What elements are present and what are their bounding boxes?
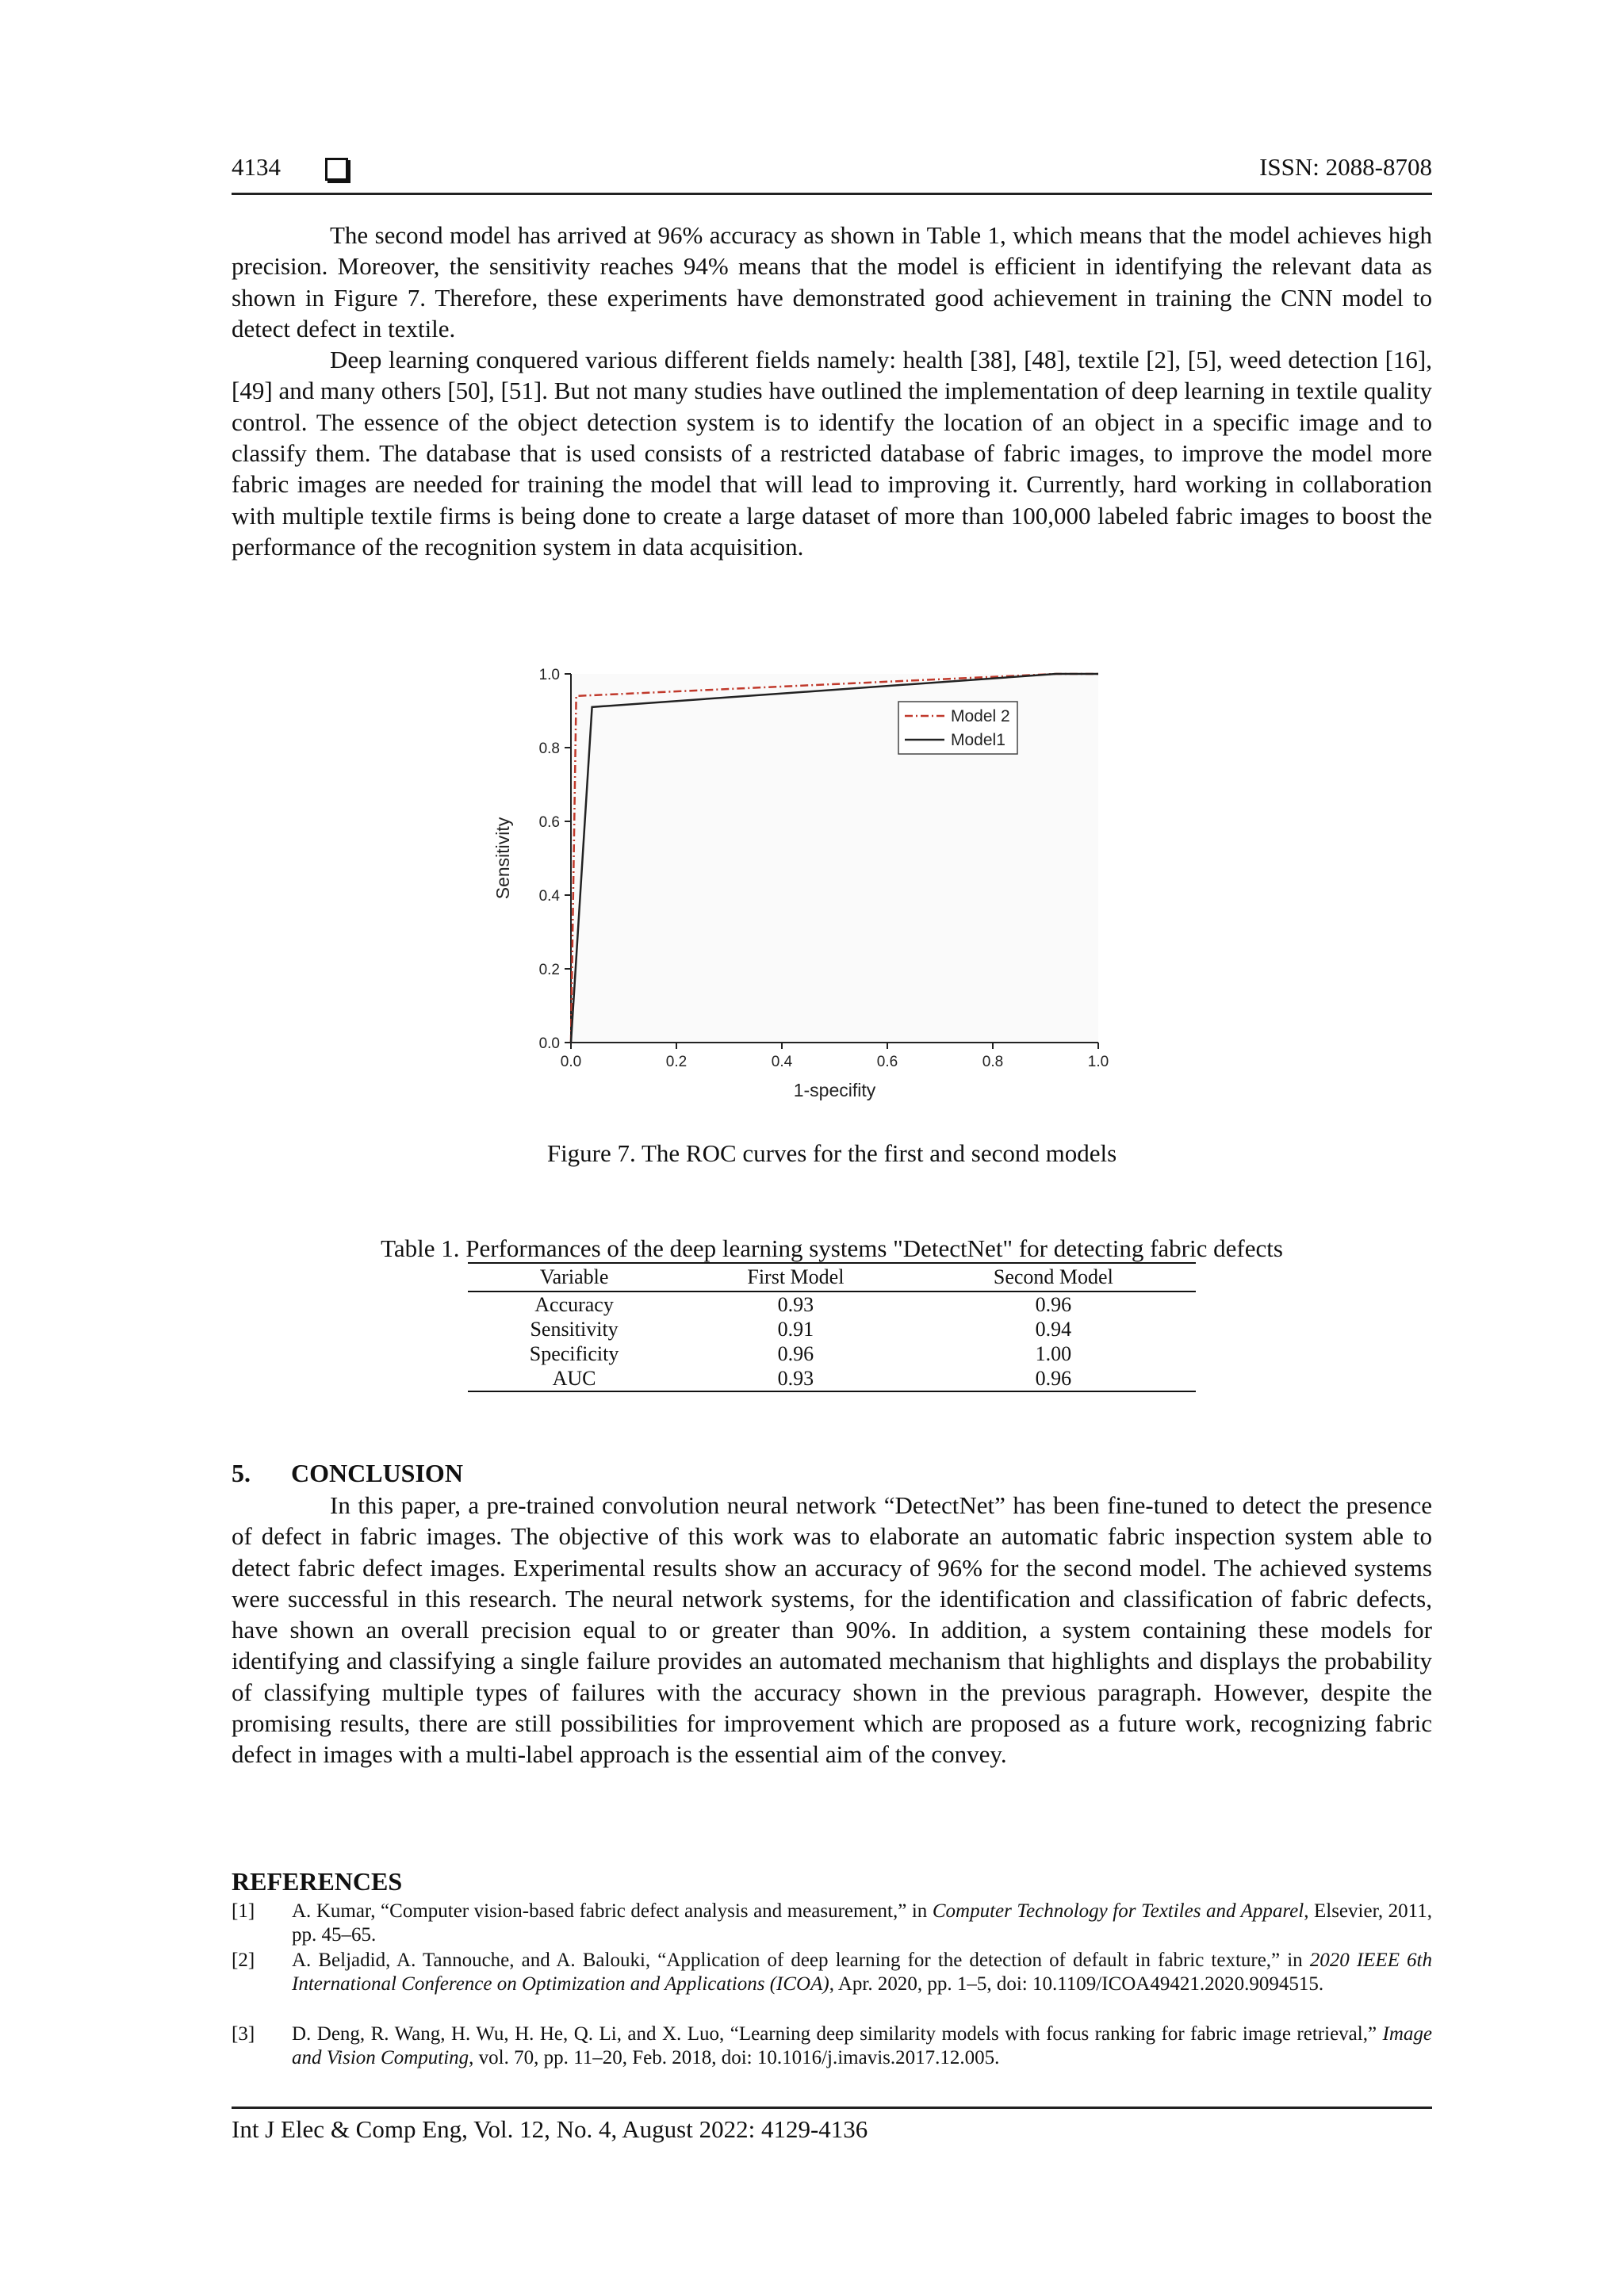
page-number: 4134 <box>232 153 281 181</box>
reference-venue: Image and Vision Computing <box>292 2023 1432 2068</box>
table-cell: Specificity <box>529 1341 619 1365</box>
x-tick-label: 0.2 <box>665 1054 688 1070</box>
body-text <box>232 220 1432 562</box>
reference-text: D. Deng, R. Wang, H. Wu, H. He, Q. Li, and X. Luo, “Learning deep similarity models with focus ranking for fabric image retrieval,” Image and Vision Computing, vol. 70, pp. 11–20, Feb. 2018, doi: 10.1016/j.imavis.2017.12.005. <box>292 2023 1432 2068</box>
table-row <box>468 1366 1196 1391</box>
x-tick-label: 0.0 <box>560 1054 582 1070</box>
table-cell: 0.93 <box>680 1366 911 1391</box>
references-heading: REFERENCES <box>232 1867 403 1896</box>
column-header: Variable <box>468 1263 680 1292</box>
plot-area <box>571 674 1098 1043</box>
reference-number: [2] <box>232 1950 255 1971</box>
reference-text: A. Kumar, “Computer vision-based fabric defect analysis and measurement,” in Computer Technology for Textiles and Apparel, Elsevier, 2011, pp. 45–65. <box>292 1900 1433 1946</box>
table-cell: Accuracy <box>534 1292 614 1316</box>
reference-venue: Computer Technology for Textiles and Apparel <box>932 1900 1304 1922</box>
column-header: Second Model <box>911 1263 1196 1292</box>
x-axis-label: 1-specifity <box>793 1080 876 1100</box>
table-header-row <box>468 1263 1196 1292</box>
roc-chart <box>492 646 1110 1122</box>
y-tick-label: 0.2 <box>538 962 560 978</box>
performance-table <box>468 1262 1196 1392</box>
table-caption: Table 1. Performances of the deep learning systems "DetectNet" for detecting fabric defects <box>381 1234 1283 1262</box>
table-row <box>468 1341 1196 1366</box>
table-cell: 0.91 <box>777 1317 814 1341</box>
paragraph: Deep learning conquered various different fields namely: health [38], [48], textile [2], [5], weed detection [16], [49] and many others [50], [51]. But not many studies have outlined the implementation of deep learning in textile quality control. The essence of the object detection system is to identify the location of an object in a specific image and to classify them. The database that is used consists of a restricted database of fabric images, to improve the model more fabric images are needed for training the model that will lead to improving it. Currently, hard working in collaboration with multiple textile firms is being done to create a large dataset of more than 100,000 labeled fabric images to boost the performance of the recognition system in data acquisition. <box>232 346 1432 561</box>
reference-text: A. Beljadid, A. Tannouche, and A. Balouki, “Application of deep learning for the detection of default in fabric texture,” in 2020 IEEE 6th International Conference on Optimization and Applications (ICOA), Apr. 2020, pp. 1–5, doi: 10.1109/ICOA49421.2020.9094515. <box>292 1950 1432 1995</box>
reference-item <box>232 1900 1432 1947</box>
table-row <box>468 1317 1196 1341</box>
y-tick-label: 1.0 <box>538 667 560 683</box>
table-cell: Sensitivity <box>530 1317 619 1341</box>
section-number: 5. <box>232 1459 251 1487</box>
reference-number: [1] <box>232 1900 255 1922</box>
reference-venue: 2020 IEEE 6th International Conference on Optimization and Applications (ICOA) <box>292 1950 1432 1995</box>
table-cell: 0.96 <box>777 1341 814 1365</box>
x-tick-label: 0.8 <box>982 1054 1004 1070</box>
y-tick-label: 0.8 <box>538 740 560 757</box>
section-title: CONCLUSION <box>291 1459 463 1487</box>
y-tick-label: 0.0 <box>538 1035 560 1052</box>
table-row <box>468 1292 1196 1317</box>
square-bullet-icon <box>325 158 348 181</box>
column-header: First Model <box>680 1263 911 1292</box>
page-header <box>232 153 1432 195</box>
legend-label: Model 2 <box>951 707 1010 725</box>
y-tick-label: 0.4 <box>538 888 560 905</box>
table-cell: AUC <box>468 1366 680 1391</box>
table-cell: 0.96 <box>1035 1292 1072 1316</box>
paragraph: In this paper, a pre-trained convolution neural network “DetectNet” has been fine-tuned to detect the presence of defect in fabric images. The objective of this work was to elaborate an automatic fabric inspection system able to detect fabric defect images. Experimental results show an accuracy of 96% for the second model. The achieved systems were successful in this research. The neural network systems, for the identification and classification of fabric defects, have shown an overall precision equal to or greater than 90%. In addition, a system containing these models for identifying and classifying a single failure provides an automated mechanism that highlights and displays the probability of classifying multiple types of failures with the accuracy shown in the previous paragraph. However, despite the promising results, there are still possibilities for improvement which are proposed as a future work, recognizing fabric defect in images with a multi-label approach is the essential aim of the convey. <box>232 1491 1432 1769</box>
figure-caption: Figure 7. The ROC curves for the first and second models <box>546 1139 1117 1167</box>
conclusion-text <box>232 1490 1432 1770</box>
y-tick-label: 0.6 <box>538 814 560 831</box>
x-tick-label: 0.4 <box>771 1054 793 1070</box>
section-heading-conclusion <box>232 1459 463 1488</box>
y-axis-label: Sensitivity <box>492 817 513 900</box>
table-cell: 0.93 <box>777 1292 814 1316</box>
paragraph: The second model has arrived at 96% accuracy as shown in Table 1, which means that the model achieves high precision. Moreover, the sensitivity reaches 94% means that the model is efficient in identifying the relevant data as shown in Figure 7. Therefore, these experiments have demonstrated good achievement in training the CNN model to detect defect in textile. <box>232 221 1432 342</box>
table-cell: 1.00 <box>1035 1341 1072 1365</box>
issn: ISSN: 2088-8708 <box>1259 153 1432 181</box>
table-cell: 0.96 <box>911 1366 1196 1391</box>
x-tick-label: 0.6 <box>876 1054 898 1070</box>
table-cell: 0.94 <box>1035 1317 1072 1341</box>
page-footer: Int J Elec & Comp Eng, Vol. 12, No. 4, August 2022: 4129-4136 <box>232 2107 1432 2144</box>
reference-number: [3] <box>232 2023 255 2045</box>
reference-item <box>232 1949 1432 1996</box>
figure-7 <box>492 646 1110 1122</box>
x-tick-label: 1.0 <box>1087 1054 1109 1070</box>
legend-label: Model1 <box>951 731 1005 749</box>
reference-item <box>232 2022 1432 2070</box>
